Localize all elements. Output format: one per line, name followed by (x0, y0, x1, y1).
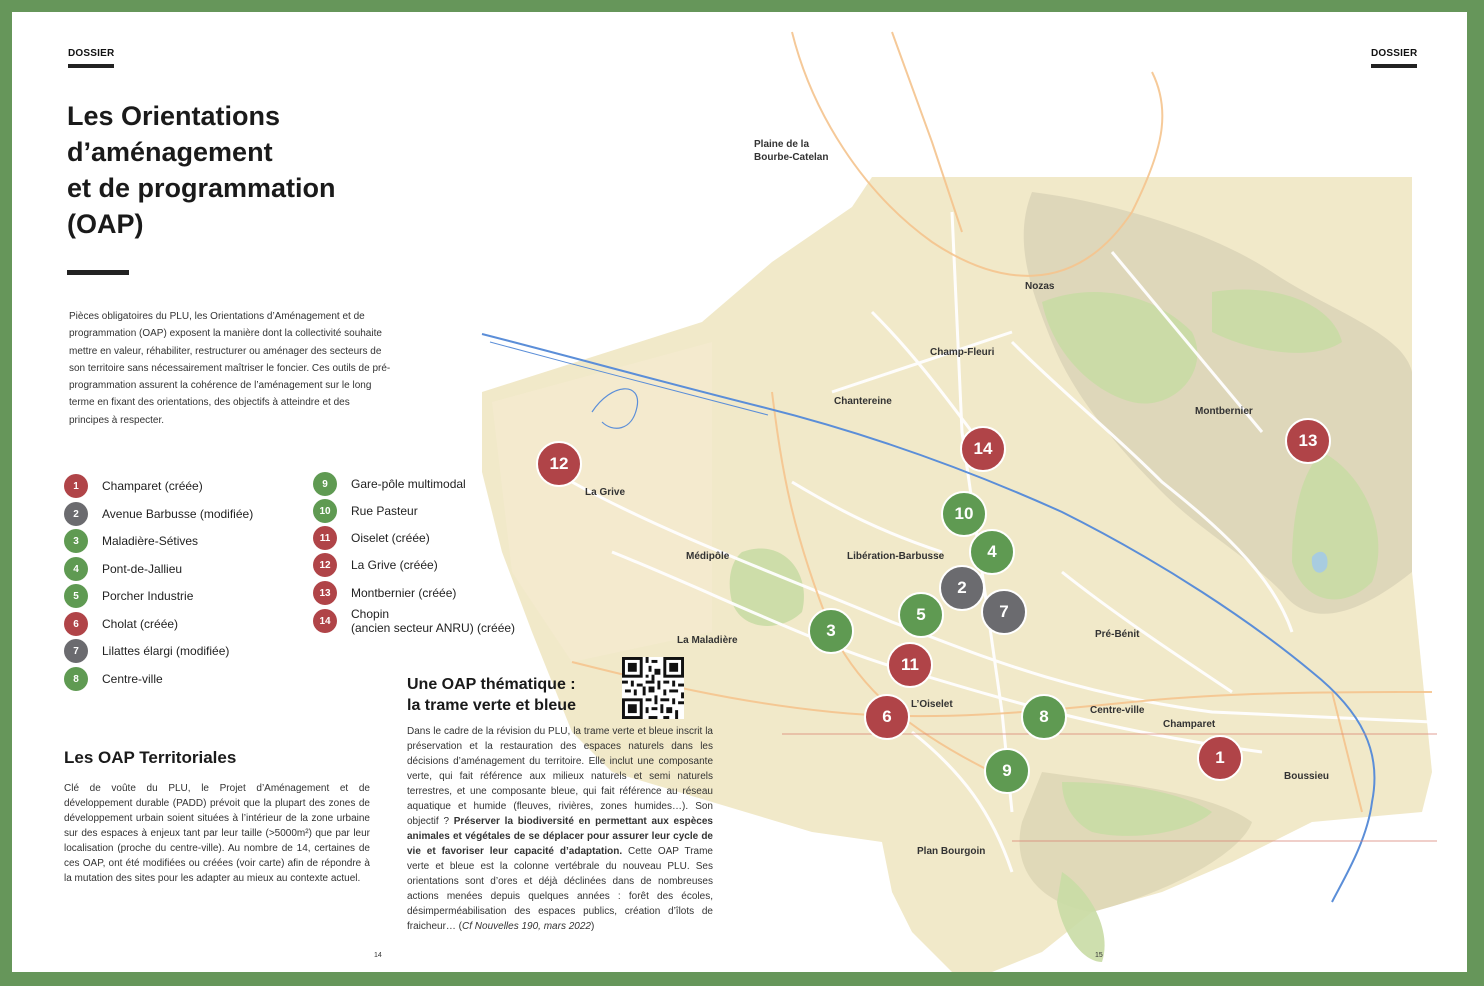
page-title: Les Orientations d’aménagement et de programmation (OAP) (67, 101, 336, 239)
legend-label: La Grive (créée) (351, 558, 438, 572)
legend-label: Pont-de-Jallieu (102, 562, 183, 576)
map-place-label: Chantereine (834, 396, 892, 407)
legend-label: Montbernier (créée) (351, 586, 457, 600)
thematique-text-part: Cette OAP Trame verte et bleue est la colonne vertébrale du nouveau PLU. Ses orientations sont d’ores et déjà déclinées dans de nombreuses actions menées depuis quelques années : forêt des écoles, désimperméabilisation des espaces publics, création d’îlots de fraicheur… ( (407, 846, 713, 932)
legend-item (313, 581, 456, 605)
thematique-text-part: ) (590, 921, 595, 932)
legend-number-badge: 10 (313, 499, 337, 523)
oap-marker-14[interactable]: 14 (960, 426, 1006, 472)
map-place-label: Champ-Fleuri (930, 347, 995, 358)
legend-item (313, 609, 515, 633)
legend-label: Champaret (créée) (102, 479, 203, 493)
legend-number-badge: 14 (313, 609, 337, 633)
page-number-left: 14 (374, 952, 382, 959)
legend-label: Gare-pôle multimodal (351, 477, 466, 491)
legend-label: Avenue Barbusse (modifiée) (102, 507, 254, 521)
oap-marker-4[interactable]: 4 (969, 529, 1015, 575)
legend-number-badge: 6 (64, 612, 88, 636)
oap-marker-7[interactable]: 7 (981, 589, 1027, 635)
legend-number-badge: 9 (313, 472, 337, 496)
legend-item (64, 612, 178, 636)
map-place-label: Plan Bourgoin (917, 846, 986, 857)
map-place-label: Champaret (1163, 719, 1216, 730)
territoriales-heading: Les OAP Territoriales (64, 748, 237, 767)
section-tag-left: DOSSIER (68, 48, 114, 68)
legend-item (313, 526, 430, 550)
map-place-label: Boussieu (1284, 771, 1330, 782)
legend-item (64, 667, 163, 691)
thematique-heading: Une OAP thématique : la trame verte et bleue (407, 676, 576, 714)
legend-number-badge: 12 (313, 553, 337, 577)
legend-number-badge: 1 (64, 474, 88, 498)
legend-item (64, 584, 193, 608)
legend-number-badge: 5 (64, 584, 88, 608)
legend-label: Lilattes élargi (modifiée) (102, 644, 230, 658)
intro-paragraph: Pièces obligatoires du PLU, les Orientations d’Aménagement et de programmation (OAP) exposent la manière dont la collectivité souhaite mettre en valeur, réhabiliter, restructurer ou aménager des secteurs de son territoire sans nécessairement maîtriser le foncier. Ces outils de pré-programmation assurent la cohérence de l’aménagement sur le long terme en fixant des orientations, des objectifs à atteindre et des principes à respecter. (69, 311, 391, 426)
thematique-text-italic: Cf Nouvelles 190, mars 2022 (462, 921, 591, 932)
legend-item (313, 553, 438, 577)
oap-marker-6[interactable]: 6 (864, 694, 910, 740)
qr-code-icon[interactable] (622, 657, 684, 719)
map-place-label: L’Oiselet (911, 699, 953, 710)
oap-marker-2[interactable]: 2 (939, 565, 985, 611)
map-place-label: Nozas (1025, 281, 1055, 292)
legend-item (64, 502, 253, 526)
legend-number-badge: 4 (64, 557, 88, 581)
legend-item (64, 529, 198, 553)
map-place-label: La Grive (585, 487, 626, 498)
lake (1312, 552, 1328, 573)
map-place-label: La Maladière (677, 635, 738, 646)
legend-number-badge: 7 (64, 639, 88, 663)
legend-item (64, 557, 182, 581)
legend-label: Oiselet (créée) (351, 531, 430, 545)
legend-label: Porcher Industrie (102, 589, 194, 603)
map-place-label: Plaine de la Bourbe-Catelan (754, 139, 829, 163)
page-number-right: 15 (1095, 952, 1103, 959)
map-place-label: Montbernier (1195, 406, 1253, 417)
thematique-text (407, 724, 713, 934)
title-divider (67, 270, 129, 275)
oap-marker-9[interactable]: 9 (984, 748, 1030, 794)
legend-number-badge: 13 (313, 581, 337, 605)
thematique-text-part: Dans le cadre de la révision du PLU, la trame verte et bleue inscrit la préservation et la restauration des espaces naturels dans les décisions d’aménagement du territoire. Elle inclut une composante verte, qui fait référence aux milieux naturels et semi naturels terrestres, et une composante bleue, qui fait référence au réseau aquatique et humide (fleuves, rivières, zones humides…). Son objectif ? (407, 726, 713, 827)
legend-item (313, 472, 466, 496)
legend-label: Maladière-Sétives (102, 534, 199, 548)
legend-number-badge: 8 (64, 667, 88, 691)
legend-item (313, 499, 418, 523)
legend-label: Chopin (ancien secteur ANRU) (créée) (351, 607, 516, 635)
legend-item (64, 474, 203, 498)
map-place-label: Pré-Bénit (1095, 629, 1140, 640)
territoriales-text: Clé de voûte du PLU, le Projet d’Aménagement et de développement durable (PADD) prévoit que la plupart des zones de développement urbain soient situées à l’intérieur de la zone urbaine sur des espaces à enjeux tant par leur taille (>5000m²) que par leur localisation (proche du centre-ville). Au nombre de 14, certaines de ces OAP, ont été modifiées ou créées (voir carte) afin de répondre à la mutation des sites pour les adapter au mieux au contexte actuel. (64, 783, 370, 884)
map-place-label: Médipôle (686, 551, 730, 562)
map-place-label: Centre-ville (1090, 705, 1145, 716)
map-place-label: Libération-Barbusse (847, 551, 945, 562)
oap-marker-12[interactable]: 12 (536, 441, 582, 487)
legend-number-badge: 3 (64, 529, 88, 553)
legend-label: Cholat (créée) (102, 617, 179, 631)
oap-marker-8[interactable]: 8 (1021, 694, 1067, 740)
legend-label: Rue Pasteur (351, 504, 418, 518)
legend-number-badge: 11 (313, 526, 337, 550)
thematique-text-bold: Préserver la biodiversité en permettant aux espèces animales et végétales de se déplacer pour assurer leur cycle de vie et favoriser leur capacité d’adaptation. (407, 816, 713, 857)
legend-label: Centre-ville (102, 672, 163, 686)
oap-marker-5[interactable]: 5 (898, 592, 944, 638)
oap-marker-13[interactable]: 13 (1285, 418, 1331, 464)
legend-item (64, 639, 229, 663)
section-tag-right: DOSSIER (1371, 48, 1417, 68)
oap-marker-11[interactable]: 11 (887, 642, 933, 688)
legend-number-badge: 2 (64, 502, 88, 526)
oap-marker-10[interactable]: 10 (941, 491, 987, 537)
oap-marker-3[interactable]: 3 (808, 608, 854, 654)
oap-marker-1[interactable]: 1 (1197, 735, 1243, 781)
magazine-spread (12, 12, 1467, 972)
